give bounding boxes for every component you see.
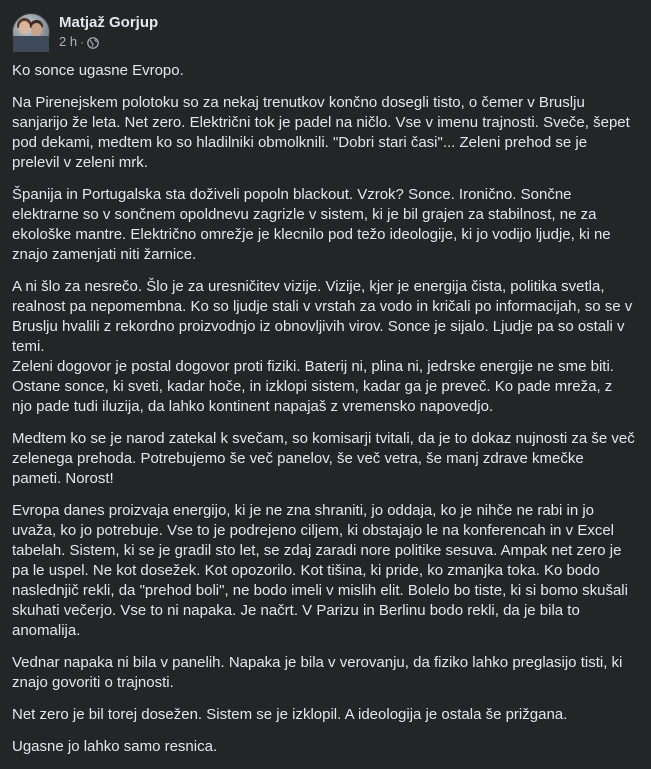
post-paragraph: Evropa danes proizvaja energijo, ki je ne zna shraniti, jo oddaja, ko je nihče ne rabi in jo uvaža, ko jo potrebuje. Vse to je podrejeno ciljem, ki obstajajo le na konferencah in v Excel tabelah. Sistem, ki se je gradil sto let, se zdaj zaradi nore politike sesuva. Ampak net zero je pa le uspel. Ne kot dosežek. Kot opozorilo. Kot tišina, ki pride, ko zmanjka toka. Ko bodo naslednjič rekli, da "prehod boli", ne bodo imeli v mislih elit. Bolelo bo tiste, ki si bomo skušali skuhati večerjo. Vse to ni napaka. Je načrt. V Parizu in Berlinu bodo rekli, da je bila to anomalija. [12, 502, 628, 639]
author-name[interactable]: Matjaž Gorjup [59, 14, 159, 31]
post-paragraph: Na Pirenejskem polotoku so za nekaj trenutkov končno dosegli tisto, o čemer v Bruslju sanjarijo že leta. Net zero. Električni tok je padel na ničlo. Vse v imenu trajnosti. Sveče, šepet pod dekami, medtem ko so hladilniki obmolknili. "Dobri stari časi"... Zeleni prehod se je prelevil v zeleni mrk. [12, 94, 630, 171]
post-paragraph: Ko sonce ugasne Evropo. [12, 62, 184, 79]
post-time-row [59, 33, 158, 51]
author-avatar[interactable] [12, 13, 50, 51]
post-paragraph: A ni šlo za nesrečo. Šlo je za uresničitev vizije. Vizije, kjer je energija čista, politika svetla, realnost pa nepomembna. Ko so ljudje stali v vrstah za vodo in kričali po informacijah, so se v Bruslju hvalili z rekordno proizvodnjo iz obnovljivih virov. Sonce je sijalo. Ljudje pa so ostali v temi. Zeleni dogovor je postal dogovor proti fiziki. Baterij ni, plina ni, jedrske energije ne sme biti. Ostane sonce, ki sveti, kadar hoče, in izklopi sistem, kadar ga je preveč. Ko pade mreža, z njo pade tudi iluzija, da lahko kontinent napajaš z vremensko napovedjo. [12, 278, 633, 415]
post-header [12, 10, 158, 54]
post-timestamp[interactable]: 2 h [59, 34, 78, 49]
globe-icon[interactable] [87, 36, 99, 48]
post-body [12, 61, 636, 769]
post-paragraph: Vednar napaka ni bila v panelih. Napaka je bila v verovanju, da fiziko lahko preglasijo tisti, ki znajo govoriti o trajnosti. [12, 654, 623, 691]
post-paragraph: Net zero je bil torej dosežen. Sistem se je izklopil. A ideologija je ostala še prižgana. [12, 706, 568, 723]
post-paragraph: Ugasne jo lahko samo resnica. [12, 738, 218, 755]
separator-dot: · [80, 35, 85, 49]
post-paragraph: Španija in Portugalska sta doživeli popoln blackout. Vzrok? Sonce. Ironično. Sončne elektrarne so v sončnem opoldnevu zagrizle v sistem, ki je bil grajen za stabilnost, ne za ekološke mantre. Električno omrežje je klecnilo pod težo ideologije, ki jo vodijo ljudje, ki ne znajo zamenjati niti žarnice. [12, 186, 611, 263]
post-meta [59, 13, 158, 51]
post-paragraph: Medtem ko se je narod zatekal k svečam, so komisarji tvitali, da je to dokaz nujnosti za še več zelenega prehoda. Potrebujemo še več panelov, še več vetra, še manj zdrave kmečke pameti. Norost! [12, 430, 635, 487]
